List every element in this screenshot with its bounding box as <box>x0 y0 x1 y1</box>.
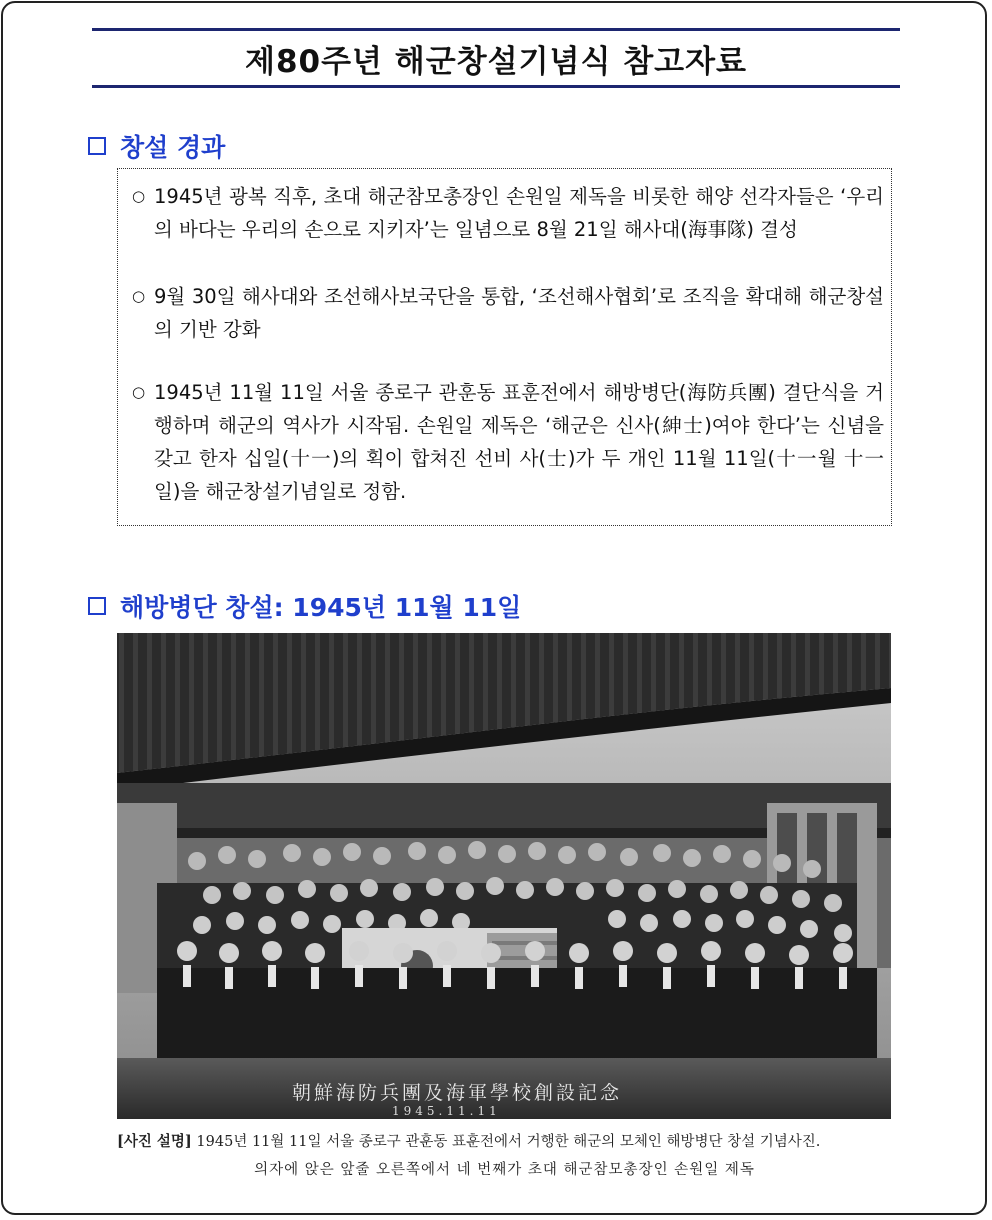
caption-line-2: 의자에 앉은 앞줄 오른쪽에서 네 번째가 초대 해군참모총장인 손원일 제독 <box>254 1162 755 1178</box>
photo-inscription: 朝鮮海防兵團及海軍學校創設記念 <box>292 1082 623 1104</box>
section-heading-history <box>88 128 225 164</box>
section-heading-label: 창설 경과 <box>120 133 226 162</box>
checkbox-square-icon <box>88 137 106 155</box>
list-item <box>132 180 884 246</box>
historical-group-photo <box>117 633 891 1119</box>
bullet-circle-icon: ○ <box>132 187 146 205</box>
list-item <box>132 376 884 508</box>
section-heading-label: 해방병단 창설: 1945년 11월 11일 <box>120 593 522 622</box>
checkbox-square-icon <box>88 597 106 615</box>
page-title: 제80주년 해군창설기념식 참고자료 <box>245 43 747 80</box>
photo-inscription-date: 1945.11.11 <box>392 1104 501 1118</box>
bullet-text: 1945년 11월 11일 서울 종로구 관훈동 표훈전에서 해방병단(海防兵團) 결단식을 거행하며 해군의 역사가 시작됨. 손원일 제독은 ‘해군은 신사(紳士)여야 한다’는 신념을 갖고 한자 십일(十一)의 획이 합쳐진 선비 사(士)가 두 개인 11월 11일(十一월 十一일)을 해군창설기념일로 정함. <box>154 381 884 503</box>
section-heading-founding <box>88 588 521 624</box>
title-banner <box>92 28 900 88</box>
bullet-text: 1945년 광복 직후, 초대 해군참모총장인 손원일 제독을 비롯한 해양 선각자들은 ‘우리의 바다는 우리의 손으로 지키자’는 일념으로 8월 21일 해사대(海事隊) 결성 <box>154 185 884 241</box>
caption-lead: [사진 설명] <box>117 1133 192 1150</box>
photo-caption <box>117 1128 892 1184</box>
caption-line-1: 1945년 11월 11일 서울 종로구 관훈동 표훈전에서 거행한 해군의 모체인 해방병단 창설 기념사진. <box>196 1134 821 1150</box>
bullet-circle-icon: ○ <box>132 287 146 305</box>
bullet-circle-icon: ○ <box>132 383 146 401</box>
bullet-text: 9월 30일 해사대와 조선해사보국단을 통합, ‘조선해사협회’로 조직을 확대해 해군창설의 기반 강화 <box>154 285 884 341</box>
list-item <box>132 280 884 346</box>
